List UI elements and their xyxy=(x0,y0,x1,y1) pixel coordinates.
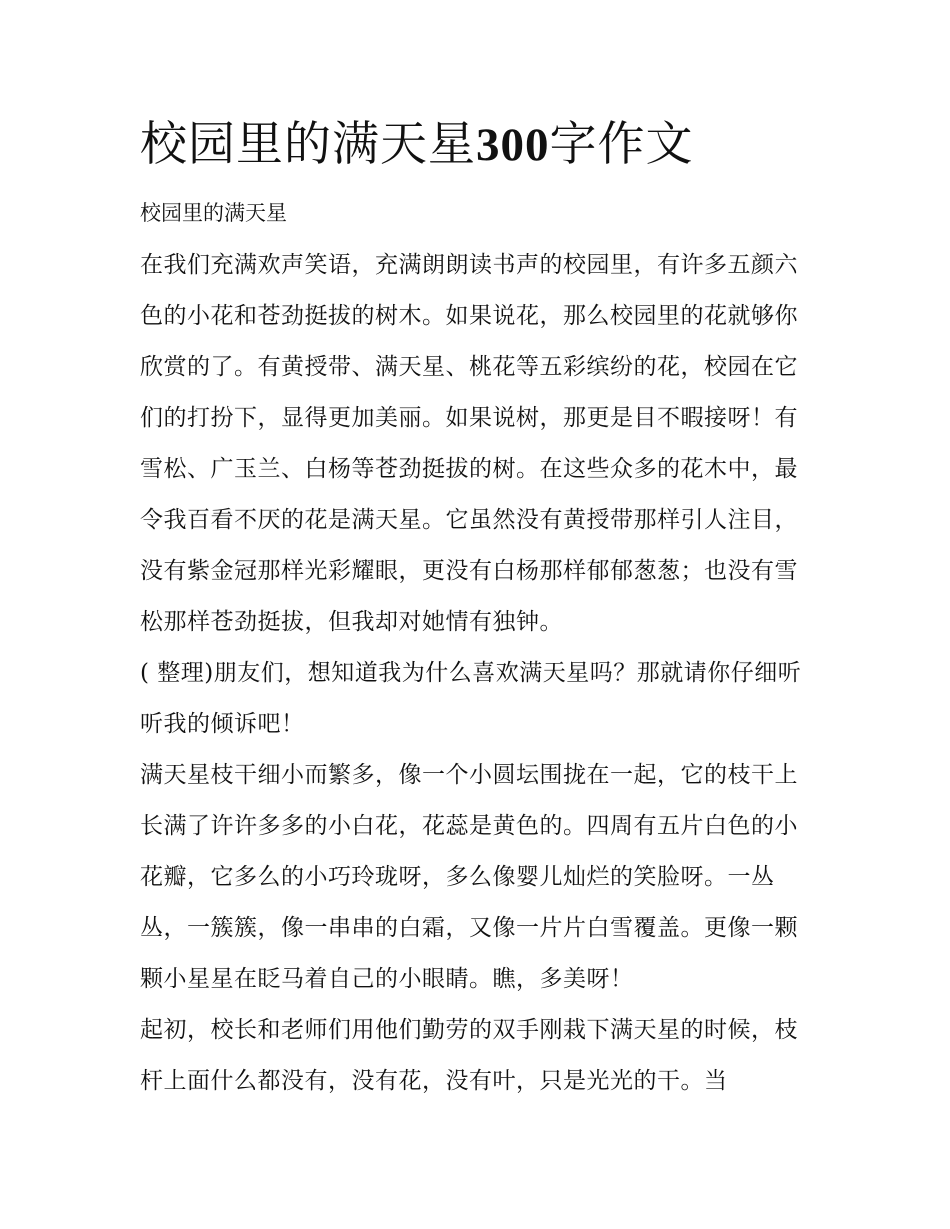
title-prefix: 校园里的满天星 xyxy=(140,117,476,172)
title-number: 300 xyxy=(476,119,550,171)
essay-subtitle: 校园里的满天星 xyxy=(140,201,287,225)
paragraph-description: 满天星枝干细小而繁多，像一个小圆坛围拢在一起，它的枝干上长满了许许多多的小白花，花蕊是黄色的。四周有五片白色的小花瓣，它多么的小巧玲珑呀，多么像婴儿灿烂的笑脸呀。一丛丛，一簇簇，像一串串的白霜，又像一片片白雪覆盖。更像一颗颗小星星在眨马着自己的小眼睛。瞧，多美呀！ xyxy=(140,762,798,992)
title-suffix: 字作文 xyxy=(549,117,694,172)
paragraph-intro: 在我们充满欢声笑语，充满朗朗读书声的校园里，有许多五颜六色的小花和苍劲挺拔的树木。如果说花，那么校园里的花就够你欣赏的了。有黄授带、满天星、桃花等五彩缤纷的花，校园在它们的打扮下，显得更加美丽。如果说树，那更是目不暇接呀！有雪松、广玉兰、白杨等苍劲挺拔的树。在这些众多的花木中，最令我百看不厌的花是满天星。它虽然没有黄授带那样引人注目，没有紫金冠那样光彩耀眼，更没有白杨那样郁郁葱葱；也没有雪松那样苍劲挺拔，但我却对她情有独钟。 xyxy=(140,252,798,635)
document-page xyxy=(140,112,816,1107)
paragraph-question: ( 整理)朋友们，想知道我为什么喜欢满天星吗？那就请你仔细听听我的倾诉吧！ xyxy=(140,660,802,737)
page-title xyxy=(140,112,816,178)
paragraph-beginning: 起初，校长和老师们用他们勤劳的双手刚栽下满天星的时候，枝杆上面什么都没有，没有花，没有叶，只是光光的干。当 xyxy=(140,1017,798,1094)
